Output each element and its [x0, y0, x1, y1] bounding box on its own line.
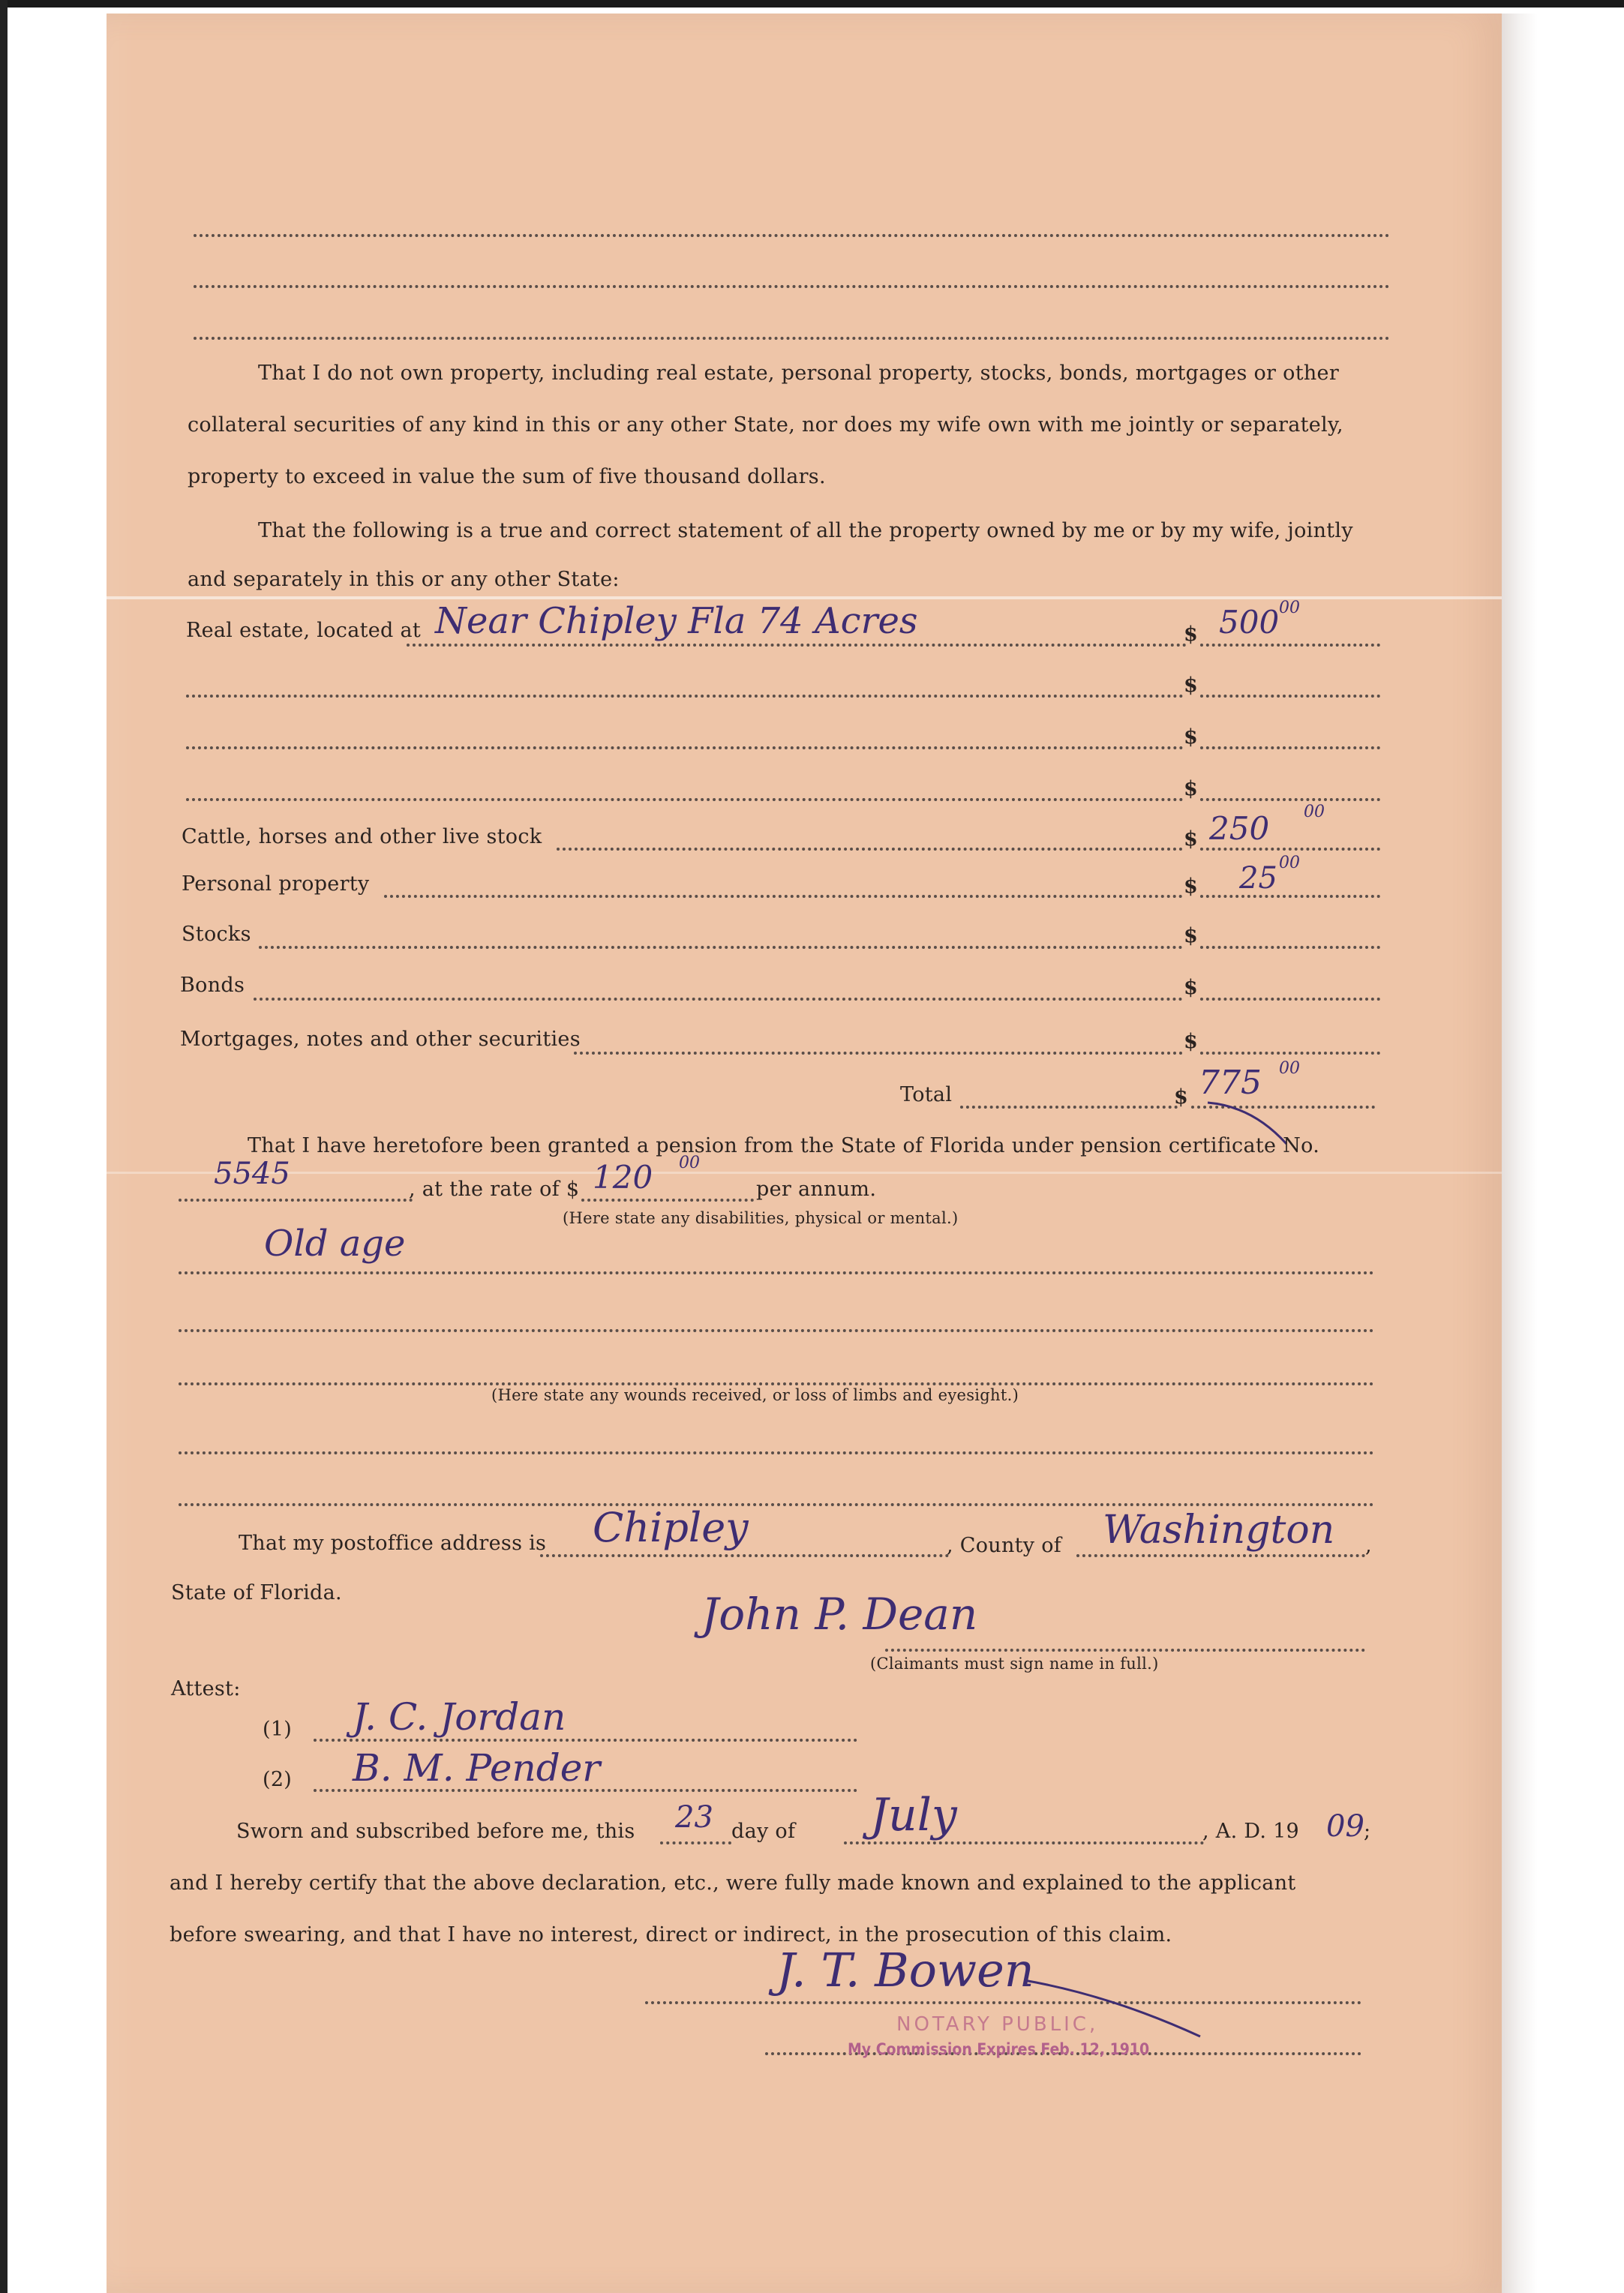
fill-line: [574, 1052, 1183, 1055]
day-line: [660, 1841, 731, 1844]
blank-line: [194, 234, 1390, 237]
witness2-number: (2): [263, 1768, 293, 1791]
amount-line: [1200, 695, 1380, 698]
amount-line: [1200, 946, 1380, 949]
certificate-line: [179, 1199, 413, 1202]
blank-line: [186, 746, 1184, 749]
amount-line: [1200, 644, 1380, 647]
rate-line: [581, 1199, 754, 1202]
fill-line: [259, 946, 1183, 949]
para1-line3: property to exceed in value the sum of five thousand dollars.: [188, 465, 826, 488]
blank-line: [194, 337, 1390, 340]
sign-note: (Claimants must sign name in full.): [870, 1655, 1159, 1673]
livestock-value: 250: [1209, 810, 1270, 847]
real-estate-cents: 00: [1279, 599, 1300, 617]
disabilities-note: (Here state any disabilities, physical or mental.): [563, 1209, 959, 1227]
blank-line: [179, 1503, 1374, 1506]
sworn-line3: before swearing, and that I have no interest, direct or indirect, in the prosecution of this claim.: [170, 1923, 1172, 1946]
para2-line2: and separately in this or any other State:: [188, 568, 620, 591]
total-label: Total: [900, 1083, 953, 1106]
notary-stamp-title: NOTARY PUBLIC,: [896, 2013, 1099, 2036]
sworn-text-c: , A. D. 19: [1202, 1820, 1300, 1843]
real-estate-location: Near Chipley Fla 74 Acres: [435, 600, 918, 642]
total-value: 775: [1199, 1064, 1262, 1102]
fold-crease: [107, 1172, 1502, 1174]
fill-line: [960, 1106, 1178, 1109]
sworn-year: 09: [1326, 1809, 1364, 1844]
blank-line: [179, 1451, 1374, 1454]
amount-line: [1200, 1052, 1380, 1055]
postoffice-value: Chipley: [593, 1504, 749, 1551]
disability-text: Old age: [264, 1223, 406, 1265]
dollar-sign: $: [1174, 1085, 1189, 1109]
amount-line: [1200, 746, 1380, 749]
sworn-day: 23: [675, 1800, 713, 1835]
dollar-sign: $: [1184, 924, 1199, 947]
fill-line: [254, 998, 1183, 1001]
para1-line2: collateral securities of any kind in this or any other State, nor does my wife own with me jointly or separately,: [188, 413, 1343, 437]
county-label: , County of: [947, 1534, 1062, 1557]
livestock-cents: 00: [1304, 803, 1325, 821]
notary-stamp-commission: My Commission Expires Feb. 12, 1910: [848, 2040, 1150, 2058]
notary-line: [645, 2001, 1361, 2004]
notary-signature: J. T. Bowen: [776, 1943, 1034, 1997]
county-value: Washington: [1103, 1508, 1335, 1553]
scan-border-top: [0, 0, 1624, 8]
fill-line: [557, 848, 1183, 851]
sworn-month: July: [870, 1789, 957, 1841]
blank-line: [194, 285, 1390, 288]
amount-line: [1200, 848, 1380, 851]
sworn-text-b: day of: [731, 1820, 796, 1843]
witness1-number: (1): [263, 1718, 293, 1741]
wounds-note: (Here state any wounds received, or loss of limbs and eyesight.): [491, 1386, 1019, 1404]
dollar-sign: $: [1184, 725, 1199, 749]
dollar-sign: $: [1184, 674, 1199, 697]
personal-property-value: 25: [1239, 861, 1277, 896]
fill-line: [407, 644, 1187, 647]
real-estate-label: Real estate, located at: [186, 619, 422, 642]
para2-line1: That the following is a true and correct statement of all the property owned by me or by my wife, jointly: [258, 519, 1353, 542]
fill-line: [384, 895, 1183, 898]
witness1-line: [314, 1739, 857, 1742]
blank-line: [179, 1329, 1374, 1332]
amount-line: [1200, 798, 1380, 801]
per-annum: per annum.: [756, 1178, 877, 1201]
personal-property-label: Personal property: [182, 872, 370, 896]
amount-line: [1200, 895, 1380, 898]
personal-property-cents: 00: [1279, 854, 1300, 872]
dollar-sign: $: [1184, 1030, 1199, 1053]
real-estate-value: 500: [1219, 604, 1280, 641]
livestock-label: Cattle, horses and other live stock: [182, 825, 542, 848]
blank-line: [179, 1382, 1374, 1385]
sworn-line2: and I hereby certify that the above declaration, etc., were fully made known and explained to the applicant: [170, 1871, 1296, 1895]
witness1-signature: J. C. Jordan: [353, 1695, 566, 1739]
rate-cents: 00: [679, 1154, 700, 1172]
bonds-label: Bonds: [180, 974, 245, 997]
pension-line1: That I have heretofore been granted a pension from the State of Florida under pension certificate No.: [248, 1134, 1320, 1157]
dollar-sign: $: [1184, 777, 1199, 800]
postoffice-label: That my postoffice address is: [239, 1532, 547, 1555]
sworn-text-d: ;: [1364, 1820, 1371, 1843]
comma: ,: [1365, 1534, 1372, 1557]
state-line: State of Florida.: [171, 1581, 342, 1604]
rate-label: , at the rate of $: [409, 1178, 580, 1201]
stocks-label: Stocks: [182, 923, 251, 946]
dollar-sign: $: [1184, 976, 1199, 999]
attest-label: Attest:: [171, 1677, 241, 1700]
dollar-sign: $: [1184, 623, 1199, 646]
witness2-signature: B. M. Pender: [353, 1746, 601, 1790]
blank-line: [186, 798, 1184, 801]
county-line: [1076, 1554, 1365, 1557]
mortgages-label: Mortgages, notes and other securities: [180, 1028, 581, 1051]
signature-line: [885, 1649, 1365, 1652]
postoffice-line: [540, 1554, 949, 1557]
rate-value: 120: [593, 1159, 653, 1196]
dollar-sign: $: [1184, 827, 1199, 851]
total-cents: 00: [1279, 1059, 1300, 1078]
para1-line1: That I do not own property, including real estate, personal property, stocks, bonds, mortgages or other: [258, 362, 1340, 385]
disability-line: [179, 1271, 1374, 1274]
scan-border-left: [0, 0, 8, 2293]
certificate-number: 5545: [214, 1157, 290, 1191]
amount-line: [1200, 998, 1380, 1001]
month-line: [844, 1841, 1204, 1844]
claimant-signature: John P. Dean: [701, 1589, 978, 1640]
dollar-sign: $: [1184, 875, 1199, 898]
sworn-text-a: Sworn and subscribed before me, this: [236, 1820, 635, 1843]
blank-line: [186, 695, 1184, 698]
